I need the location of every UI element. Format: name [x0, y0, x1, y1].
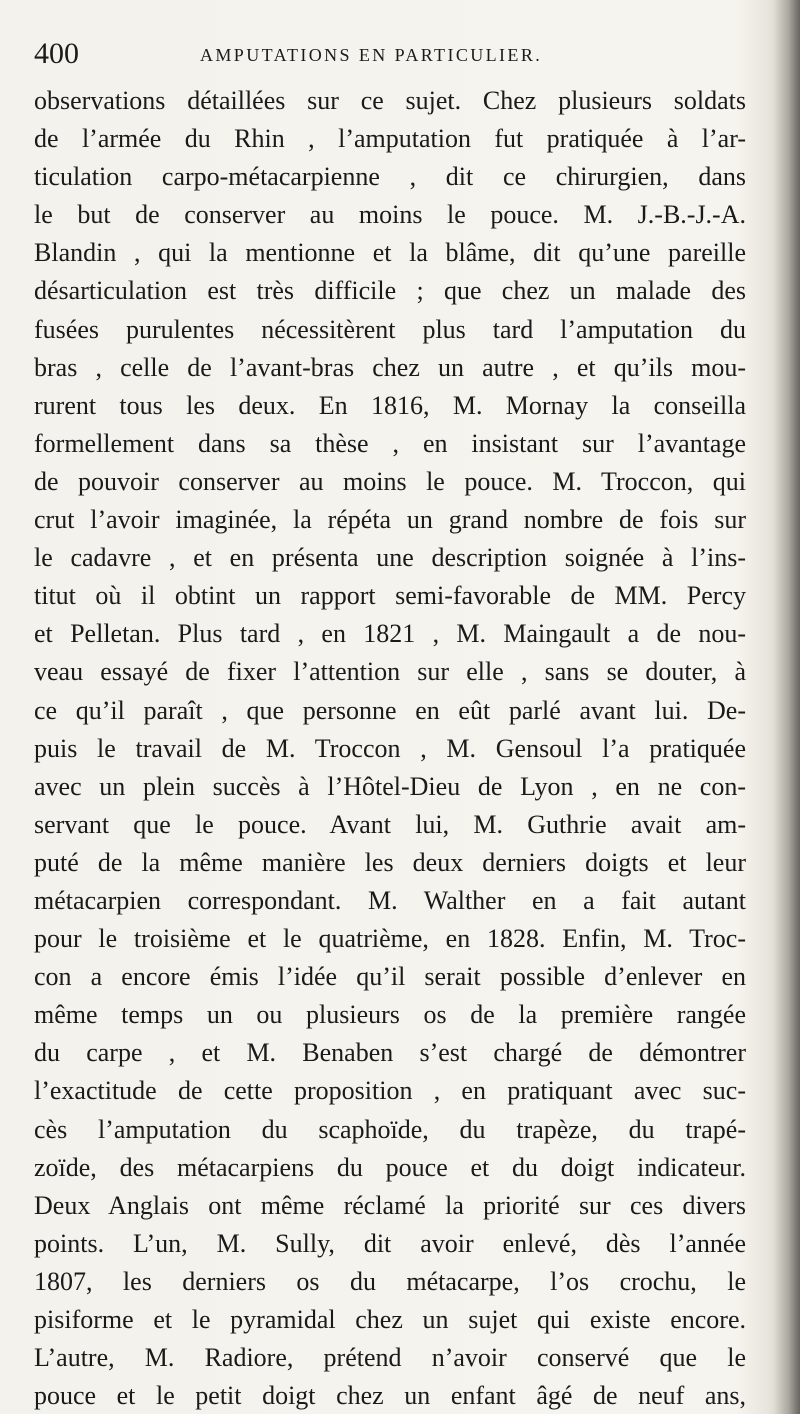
text-line: ticulation carpo-métacarpienne , dit ce chirurgien, dans	[34, 162, 746, 192]
text-line: même temps un ou plusieurs os de la première rangée	[34, 1000, 746, 1030]
text-line: titut où il obtint un rapport semi-favorable de MM. Percy	[34, 581, 746, 611]
text-line: l’exactitude de cette proposition , en pratiquant avec suc-	[34, 1076, 746, 1106]
text-line: le but de conserver au moins le pouce. M. J.-B.-J.-A.	[34, 200, 746, 230]
text-line: L’autre, M. Radiore, prétend n’avoir conservé que le	[34, 1343, 746, 1373]
text-line: pisiforme et le pyramidal chez un sujet qui existe encore.	[34, 1305, 746, 1334]
text-line: ce qu’il paraît , que personne en eût parlé avant lui. De-	[34, 695, 746, 725]
text-line: con a encore émis l’idée qu’il serait possible d’enlever en	[34, 962, 746, 992]
page-number: 400	[34, 37, 79, 70]
running-head: AMPUTATIONS EN PARTICULIER.	[200, 45, 543, 65]
text-line: puté de la même manière les deux derniers doigts et leur	[34, 847, 746, 877]
text-line: Blandin , qui la mentionne et la blâme, dit qu’une pareille	[34, 238, 746, 268]
text-line: observations détaillées sur ce sujet. Chez plusieurs soldats	[34, 86, 746, 115]
page-header	[34, 34, 754, 74]
text-line: 1807, les derniers os du métacarpe, l’os crochu, le	[34, 1266, 746, 1296]
text-line: rurent tous les deux. En 1816, M. Mornay la conseilla	[34, 390, 746, 420]
text-line: bras , celle de l’avant-bras chez un autre , et qu’ils mou-	[34, 352, 746, 382]
text-line: du carpe , et M. Benaben s’est chargé de démontrer	[34, 1038, 746, 1068]
text-line: pour le troisième et le quatrième, en 1828. Enfin, M. Troc-	[34, 924, 746, 954]
text-line: formellement dans sa thèse , en insistant sur l’avantage	[34, 428, 746, 458]
text-line: cès l’amputation du scaphoïde, du trapèze, du trapé-	[34, 1114, 746, 1144]
text-line: Deux Anglais ont même réclamé la priorité sur ces divers	[34, 1190, 746, 1220]
text-line: crut l’avoir imaginée, la répéta un grand nombre de fois sur	[34, 505, 746, 535]
text-line: veau essayé de fixer l’attention sur elle , sans se douter, à	[34, 657, 746, 687]
text-line: le cadavre , et en présenta une description soignée à l’ins-	[34, 543, 746, 573]
text-line: points. L’un, M. Sully, dit avoir enlevé, dès l’année	[34, 1228, 746, 1258]
text-line: désarticulation est très difficile ; que chez un malade des	[34, 276, 746, 306]
text-line: pouce et le petit doigt chez un enfant âgé de neuf ans,	[34, 1381, 746, 1411]
body-text	[34, 82, 746, 1414]
text-line: fusées purulentes nécessitèrent plus tard l’amputation du	[34, 314, 746, 344]
text-line: de l’armée du Rhin , l’amputation fut pratiquée à l’ar-	[34, 124, 746, 154]
text-line: de pouvoir conserver au moins le pouce. M. Troccon, qui	[34, 466, 746, 496]
text-line: métacarpien correspondant. M. Walther en a fait autant	[34, 885, 746, 915]
text-line: et Pelletan. Plus tard , en 1821 , M. Maingault a de nou-	[34, 619, 746, 649]
text-line: servant que le pouce. Avant lui, M. Guthrie avait am-	[34, 809, 746, 839]
text-line: puis le travail de M. Troccon , M. Gensoul l’a pratiquée	[34, 733, 746, 763]
page-gutter-shadow	[774, 0, 800, 1414]
text-line: zoïde, des métacarpiens du pouce et du doigt indicateur.	[34, 1152, 746, 1182]
text-line: avec un plein succès à l’Hôtel-Dieu de Lyon , en ne con-	[34, 771, 746, 801]
